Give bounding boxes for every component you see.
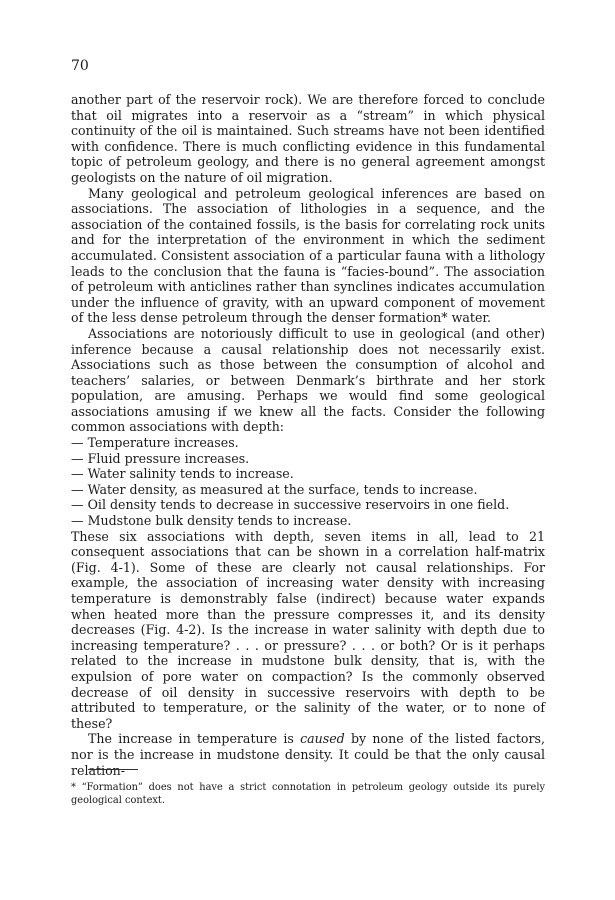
paragraph-inference: Associations are notoriously difficult to use in geological (and other) inference because a causal relationship does not necessarily exist. Associations such as those between the consumption of alcohol and teachers’ salaries, or between Denmark’s birthrate and her stork population, are amusing. Perhaps we would find some geological associations amusing if we knew all the facts. Consider the following common associations with depth: bbox=[71, 325, 545, 435]
list-item: — Fluid pressure increases. bbox=[71, 451, 545, 467]
body-text bbox=[71, 92, 545, 778]
text-run: by none of the listed factors, nor is the increase in mudstone density. It could be that the only causal relation- bbox=[71, 731, 545, 778]
paragraph-causation bbox=[71, 731, 545, 778]
list-item: — Mudstone bulk density tends to increase. bbox=[71, 513, 545, 529]
list-item: — Water density, as measured at the surface, tends to increase. bbox=[71, 482, 545, 498]
text-run: The increase in temperature is bbox=[88, 731, 301, 747]
paragraph-associations: Many geological and petroleum geological inferences are based on associations. The association of lithologies in a sequence, and the association of the contained fossils, is the basis for correlating rock units and for the interpretation of the environment in which the sediment accumulated. Consistent association of a particular fauna with a lithology leads to the conclusion that the fauna is “facies-bound”. The association of petroleum with anticlines rather than synclines indicates accumulation under the influence of gravity, with an upward component of movement of the less dense petroleum through the denser formation* water. bbox=[71, 185, 545, 326]
emphasis: caused bbox=[300, 731, 345, 747]
depth-associations-list bbox=[71, 435, 545, 529]
paragraph-half-matrix: These six associations with depth, seven items in all, lead to 21 consequent associations that can be shown in a correlation half-matrix (Fig. 4-1). Some of these are clearly not causal relationships. For example, the association of increasing water density with increasing temperature is demonstrably false (indirect) because water expands when heated more than the pressure compresses it, and its density decreases (Fig. 4-2). Is the increase in water salinity with depth due to increasing temperature? . . . or pressure? . . . or both? Or is it perhaps related to the increase in mudstone bulk density, that is, with the expulsion of pore water on compaction? Is the commonly observed decrease of oil density in successive reservoirs with depth to be attributed to temperature, or the salinity of the water, or to none of these? bbox=[71, 528, 545, 731]
list-item: — Temperature increases. bbox=[71, 435, 545, 451]
footnote: * “Formation” does not have a strict connotation in petroleum geology outside its purely geological context. bbox=[71, 782, 545, 806]
list-item: — Water salinity tends to increase. bbox=[71, 466, 545, 482]
paragraph-continuation: another part of the reservoir rock). We are therefore forced to conclude that oil migrates into a reservoir as a “stream” in which physical continuity of the oil is maintained. Such streams have not been identified with confidence. There is much conflicting evidence in this fundamental topic of petroleum geology, and there is no general agreement amongst geologists on the nature of oil migration. bbox=[71, 92, 545, 185]
list-item: — Oil density tends to decrease in successive reservoirs in one field. bbox=[71, 497, 545, 513]
footnote-rule bbox=[88, 769, 138, 770]
page-number: 70 bbox=[71, 58, 89, 74]
